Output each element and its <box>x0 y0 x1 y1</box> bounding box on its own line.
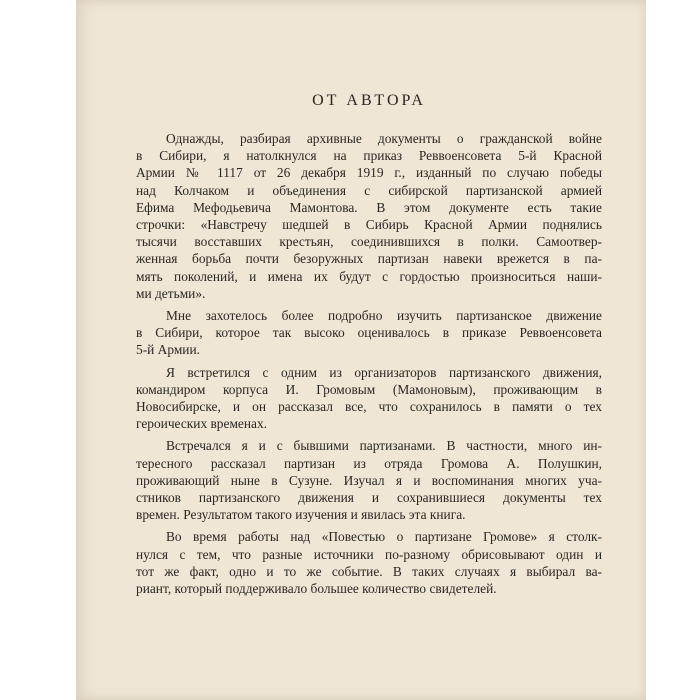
text-line: Я встретился с одним из организаторов партизанского движения, <box>166 364 602 380</box>
text-line: в Сибири, которое так высоко оценивалось в приказе Реввоенсовета <box>136 325 602 341</box>
text-line: над Колчаком и объединения с сибирской партизанской армией <box>136 182 602 198</box>
text-line: мять поколений, и имена их будут с гордостью произноситься наши- <box>136 268 602 284</box>
paragraph-1 <box>136 130 602 302</box>
text-line: героических временах. <box>136 416 268 432</box>
paragraph-3 <box>136 364 602 433</box>
text-line: 5-й Армии. <box>136 342 200 358</box>
text-line: Однажды, разбирая архивные документы о гражданской войне <box>166 131 602 146</box>
text-line: времен. Результатом такого изучения и явилась эта книга. <box>136 507 466 523</box>
text-line: Встречался я и с бывшими партизанами. В частности, много ин- <box>166 438 602 454</box>
text-line: проживающий ныне в Сузуне. Изучал я и воспоминания многих уча- <box>136 472 602 488</box>
text-line: Армии № 1117 от 26 декабря 1919 г., изданный по случаю победы <box>136 165 602 181</box>
text-line: ми детьми». <box>136 285 206 301</box>
paragraph-5 <box>136 528 602 597</box>
text-line: риант, который поддерживало большее количество свидетелей. <box>136 581 497 597</box>
text-line: Во время работы над «Повестью о партизане Громове» я столк- <box>166 529 602 545</box>
paragraph-2 <box>136 307 602 359</box>
text-line: Ефима Мефодьевича Мамонтова. В этом документе есть такие <box>136 199 602 215</box>
text-line: командиром корпуса И. Громовым (Мамоновым), проживающим в <box>136 381 602 397</box>
text-block <box>136 92 602 602</box>
text-line: нулся с тем, что разные источники по-разному обрисовывают один и <box>136 546 602 562</box>
text-line: строчки: «Навстречу шедшей в Сибирь Красной Армии поднялись <box>136 217 602 233</box>
text-line: в Сибири, я натолкнулся на приказ Реввоенсовета 5-й Красной <box>136 148 602 164</box>
book-page <box>76 0 646 700</box>
text-line: Мне захотелось более подробно изучить партизанское движение <box>166 308 602 324</box>
text-line: тот же факт, одно и то же событие. В таких случаях я выбирал ва- <box>136 563 602 579</box>
text-line: Новосибирске, и он рассказал все, что сохранилось в памяти о тех <box>136 399 602 415</box>
text-line: женная борьба почти безоружных партизан навеки врежется в па- <box>136 251 602 267</box>
text-line: тысячи восставших крестьян, соединившихся в полки. Самоотвер- <box>136 234 602 250</box>
text-line: тересного рассказал партизан из отряда Громова А. Полушкин, <box>136 455 602 471</box>
page-title: ОТ АВТОРА <box>312 92 426 109</box>
text-line: стников партизанского движения и сохранившиеся документы тех <box>136 490 602 506</box>
paragraph-4 <box>136 437 602 523</box>
